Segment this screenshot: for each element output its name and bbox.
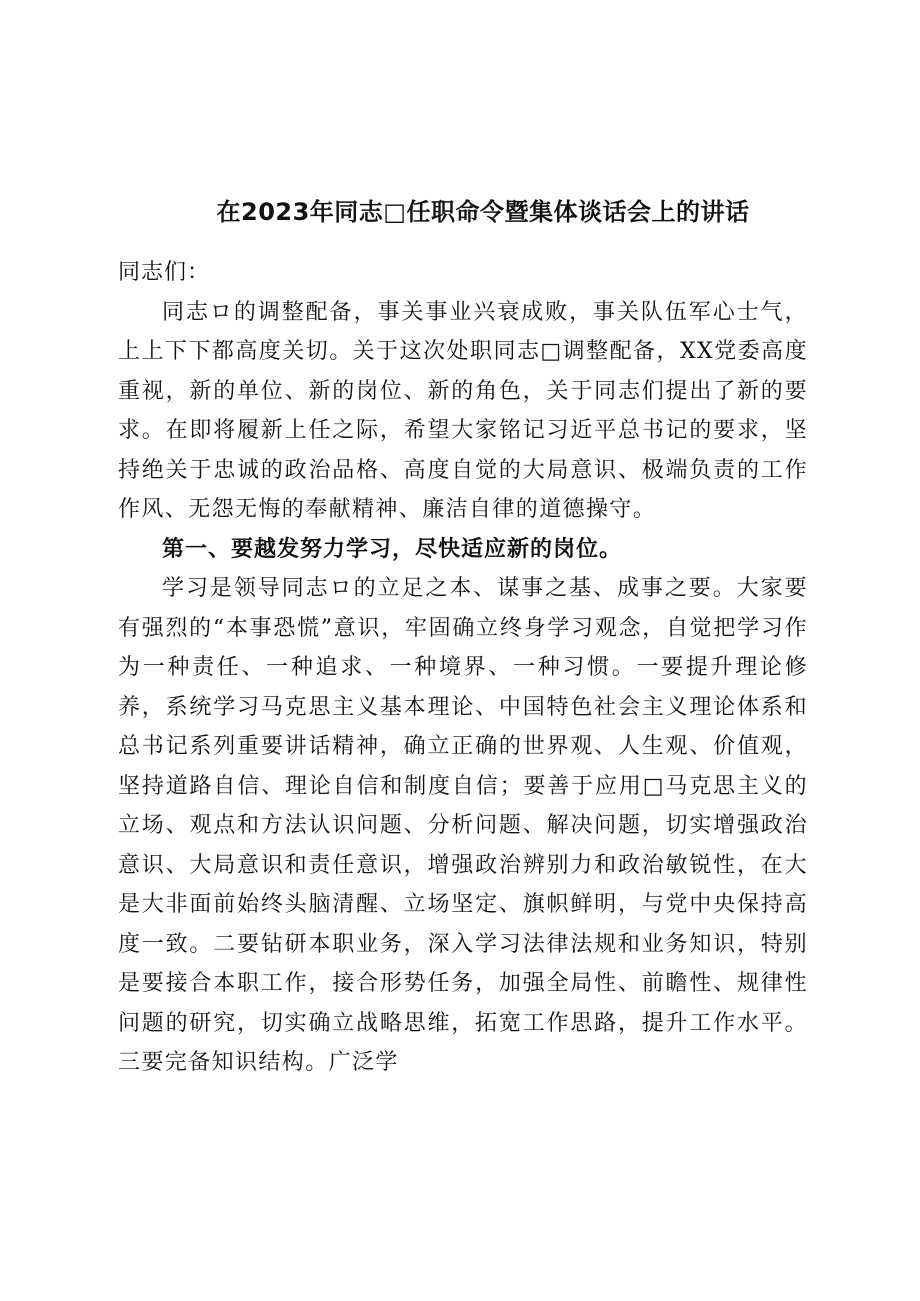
paragraph-intro: 同志ロ的调整配备，事关事业兴衰成败，事关队伍军心士气，上上下下都高度关切。关于这次处职同志□调整配备，XX党委高度重视，新的单位、新的岗位、新的角色，关于同志们提出了新的要求。在即将履新上任之际，希望大家铭记习近平总书记的要求，坚持绝关于忠诚的政治品格、高度自觉的大局意识、极端负责的工作作风、无怨无悔的奉献精神、廉洁自律的道德操守。 xyxy=(118,299,808,522)
document-body xyxy=(118,253,808,1083)
document-title: 在2023年同志□任职命令暨集体谈话会上的讲话 xyxy=(216,198,750,226)
salutation: 同志们： xyxy=(118,260,211,285)
section-heading: 第一、要越发努力学习，尽快适应新的岗位。 xyxy=(162,536,623,562)
paragraph-section-one: 学习是领导同志ロ的立足之本、谋事之基、成事之要。大家要有强烈的“本事恐慌”意识，牢固确立终身学习观念，自觉把学习作为一种责任、一种追求、一种境界、一种习惯。一要提升理论修养，系统学习马克思主义基本理论、中国特色社会主义理论体系和总书记系列重要讲话精神，确立正确的世界观、人生观、价值观，坚持道路自信、理论自信和制度自信；要善于应用□马克思主义的立场、观点和方法认识问题、分析问题、解决问题，切实增强政治意识、大局意识和责任意识，增强政治辨别力和政治敏锐性，在大是大非面前始终头脑清醒、立场坚定、旗帜鲜明，与党中央保持高度一致。二要钻研本职业务，深入学习法律法规和业务知识，特别是要接合本职工作，接合形势任务，加强全局性、前瞻性、规律性问题的研究，切实确立战略思维，拓宽工作思路，提升工作水平。三要完备知识结构。广泛学 xyxy=(118,576,808,1075)
